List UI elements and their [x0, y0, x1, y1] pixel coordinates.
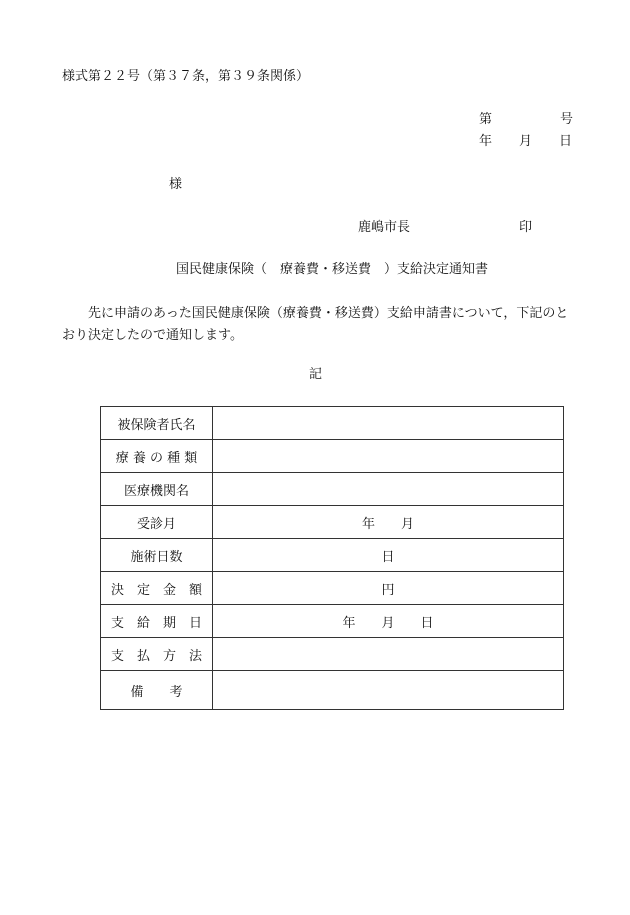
row-value-institution — [213, 473, 564, 506]
date-month-label: 月 — [519, 134, 533, 149]
row-value-insured-name — [213, 407, 564, 440]
row-value-treatment-days: 日 — [213, 539, 564, 572]
table-row — [101, 407, 564, 440]
body-paragraph: 先に申請のあった国民健康保険（療養費・移送費）支給申請書について，下記のとおり決定したので通知します。 — [62, 306, 569, 343]
row-value-payment-method — [213, 638, 564, 671]
table-row — [101, 671, 564, 710]
table-row — [101, 440, 564, 473]
row-label-treatment-days: 施術日数 — [101, 539, 213, 572]
row-value-decided-amount: 円 — [213, 572, 564, 605]
row-label-decided-amount: 決 定 金 額 — [101, 572, 213, 605]
document-number-suffix: 号 — [560, 112, 574, 127]
row-value-visit-month: 年 月 — [213, 506, 564, 539]
table-row — [101, 473, 564, 506]
table-row — [101, 506, 564, 539]
row-label-institution: 医療機関名 — [101, 473, 213, 506]
form-number: 様式第２２号（第３７条，第３９条関係） — [62, 69, 310, 84]
table-row — [101, 572, 564, 605]
row-label-remarks: 備 考 — [101, 671, 213, 710]
date-year-label: 年 — [479, 134, 493, 149]
document-number-prefix: 第 — [479, 112, 493, 127]
issuer-name: 鹿嶋市長 — [358, 220, 411, 235]
row-label-payment-method: 支 払 方 法 — [101, 638, 213, 671]
row-value-remarks — [213, 671, 564, 710]
table-row — [101, 539, 564, 572]
table-row — [101, 638, 564, 671]
details-table — [100, 406, 564, 710]
row-label-insured-name: 被保険者氏名 — [101, 407, 213, 440]
table-row — [101, 605, 564, 638]
date-day-label: 日 — [559, 134, 573, 149]
row-label-visit-month: 受診月 — [101, 506, 213, 539]
document-title: 国民健康保険（ 療養費・移送費 ）支給決定通知書 — [176, 262, 489, 277]
row-label-treatment-type: 療 養 の 種 類 — [101, 440, 213, 473]
ki-heading: 記 — [309, 367, 323, 382]
row-value-treatment-type — [213, 440, 564, 473]
addressee-honorific: 様 — [169, 177, 183, 192]
seal-mark: 印 — [519, 220, 533, 235]
row-value-payment-date: 年 月 日 — [213, 605, 564, 638]
row-label-payment-date: 支 給 期 日 — [101, 605, 213, 638]
